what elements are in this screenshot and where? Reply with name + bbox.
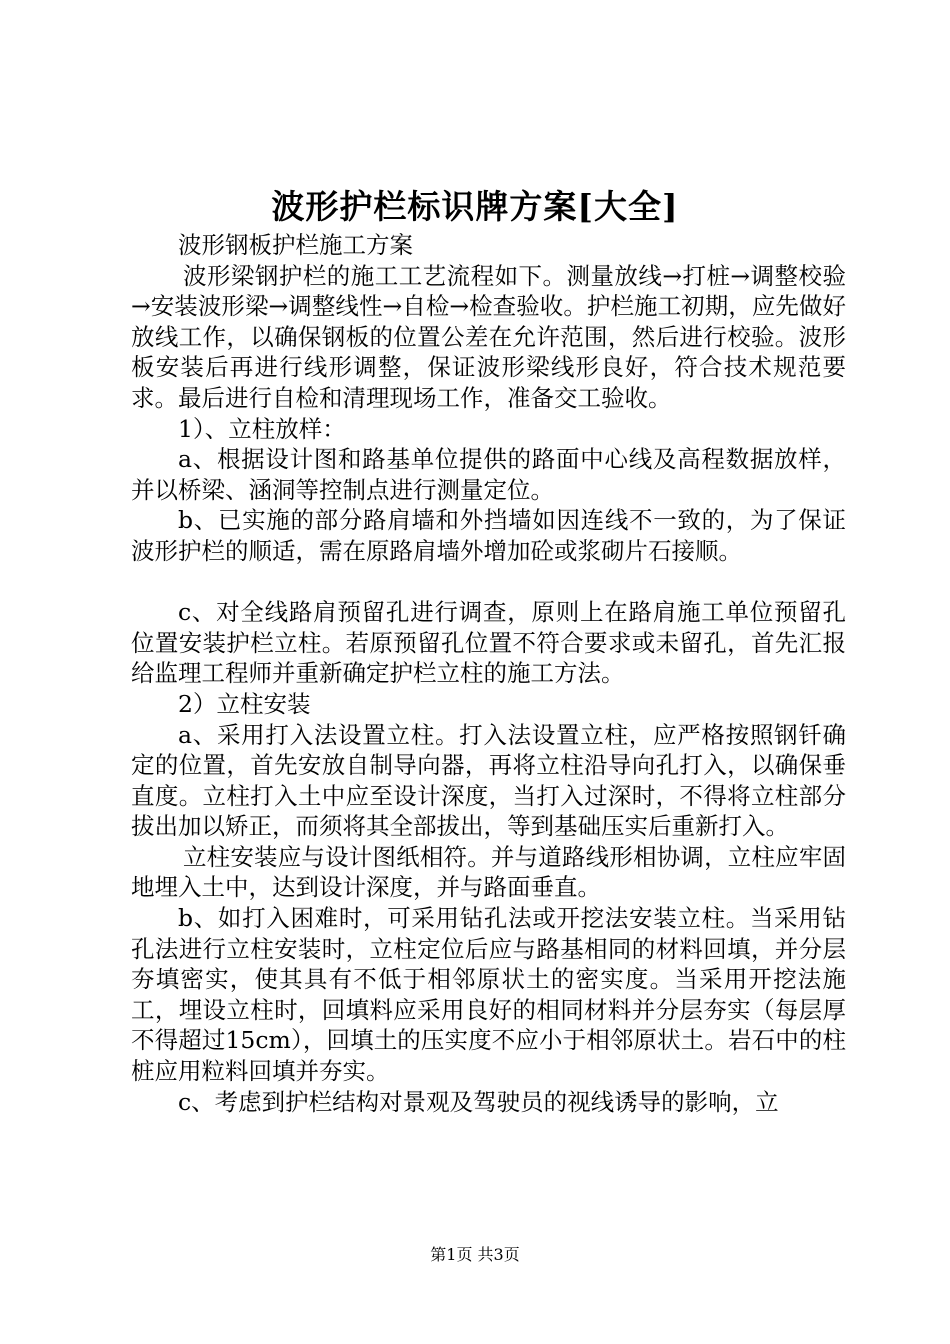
paragraph-section-heading: 波形钢板护栏施工方案: [178, 231, 413, 259]
paragraph-item-a-install: a、采用打入法设置立柱。打入法设置立柱，应严格按照钢钎确定的位置，首先安放自制导向器，再将立柱沿导向孔打入，以确保垂直度。立柱打入土中应至设计深度，当打入过深时，不得将立柱部分拔出加以矫正，而须将其全部拔出，等到基础压实后重新打入。: [131, 720, 846, 841]
paragraph-subheading-column-install: 2）立柱安装: [178, 689, 311, 718]
paragraph-install-requirements: 立柱安装应与设计图纸相符。并与道路线形相协调，立柱应牢固地埋入土中，达到设计深度，并与路面垂直。: [131, 842, 846, 902]
paragraph-item-a-layout: a、根据设计图和路基单位提供的路面中心线及高程数据放样，并以桥梁、涵洞等控制点进行测量定位。: [131, 445, 846, 504]
document-body: [131, 230, 846, 1117]
paragraph-process-flow: 波形梁钢护栏的施工工艺流程如下。测量放线→打桩→调整校验→安装波形梁→调整线性→自检→检查验收。护栏施工初期，应先做好放线工作，以确保钢板的位置公差在允许范围，然后进行校验。波形板安装后再进行线形调整，保证波形梁线形良好，符合技术规范要求。最后进行自检和清理现场工作，准备交工验收。: [131, 261, 846, 412]
paragraph-item-c-install: c、考虑到护栏结构对景观及驾驶员的视线诱导的影响，立: [178, 1087, 779, 1116]
page-footer: 第1页 共3页: [430, 1245, 520, 1264]
paragraph-item-c-layout: c、对全线路肩预留孔进行调查，原则上在路肩施工单位预留孔位置安装护栏立柱。若原预留孔位置不符合要求或未留孔，首先汇报给监理工程师并重新确定护栏立柱的施工方法。: [131, 598, 846, 688]
blank-line: [131, 567, 846, 598]
paragraph-subheading-column-layout: 1）、立柱放样：: [178, 414, 346, 443]
paragraph-item-b-layout: b、已实施的部分路肩墙和外挡墙如因连线不一致的，为了保证波形护栏的顺适，需在原路肩墙外增加砼或浆砌片石接顺。: [131, 506, 846, 565]
paragraph-item-b-install: b、如打入困难时，可采用钻孔法或开挖法安装立柱。当采用钻孔法进行立柱安装时，立柱定位后应与路基相同的材料回填，并分层夯填密实，使其具有不低于相邻原状土的密实度。当采用开挖法施工，埋设立柱时，回填料应采用良好的相同材料并分层夯实（每层厚不得超过15cm），回填土的压实度不应小于相邻原状土。岩石中的柱桩应用粒料回填并夯实。: [131, 904, 846, 1086]
document-title: 波形护栏标识牌方案[大全]: [271, 187, 679, 226]
